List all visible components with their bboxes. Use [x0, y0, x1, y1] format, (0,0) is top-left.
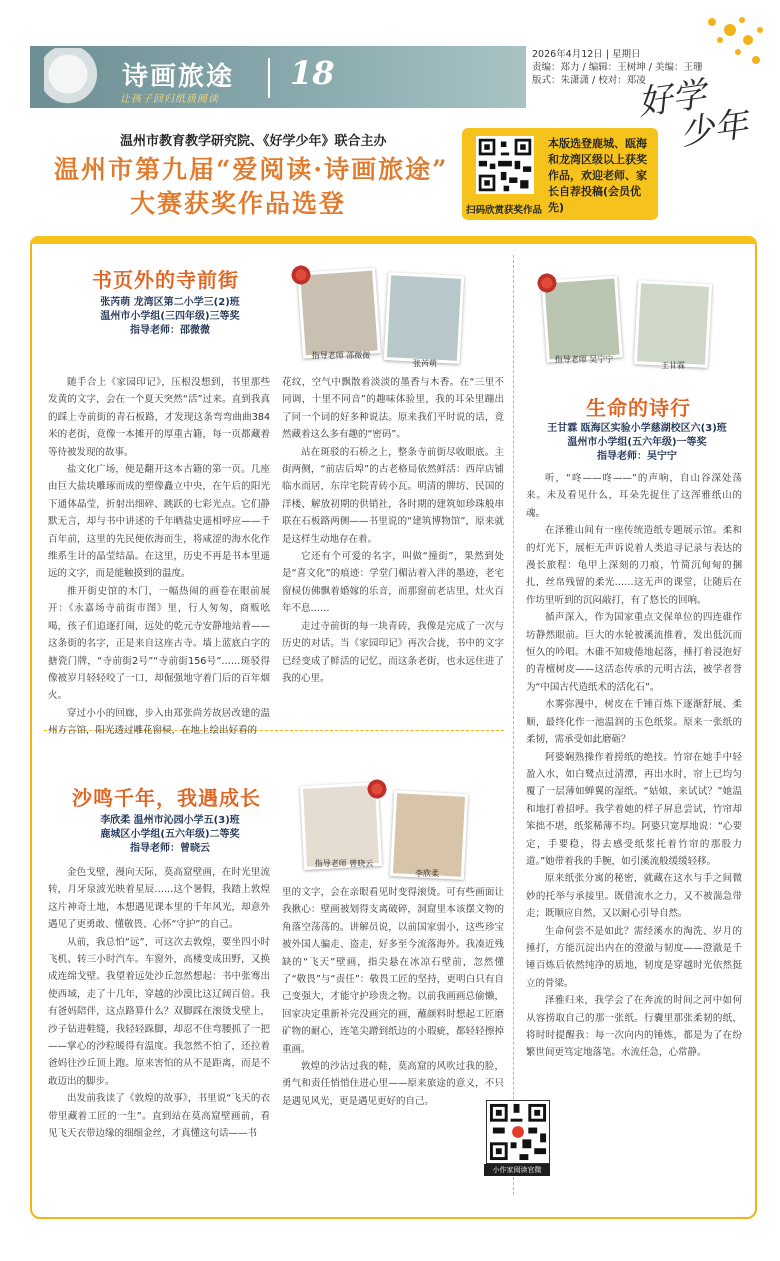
qr-code-icon[interactable] — [476, 136, 534, 194]
article2-paragraph: 里的文字，会在亲眼看见时变得滚烫。可有些画面让我揪心：壁画被划得支离破碎，洞窟里本该摆文物的角落空荡荡的。讲解员说，以前国家弱小，这些珍宝被外国人骗走、盗走，好多至今流落海外。我凑近残缺的“飞天”壁画，指尖悬在冰凉石壁前，忽然懂了“敬畏”与“责任”：敬畏工匠的坚持，更明白只有自己变强大，才能守护珍贵之物。以前我画画总偷懒，回家决定重新补完没画完的画，蘸颜料时想起工匠磨矿物的耐心，连笔尖蹭到纸边的小瑕疵，都轻轻擦掉重画。 — [282, 887, 504, 1055]
flower-icon — [290, 264, 312, 286]
article1-paragraph: 站在斑驳的石桥之上，整条寺前街尽收眼底。主街两侧，“前店后埠”的古老格局依然鲜活：西岸店铺临水而居，东岸宅院青砖小瓦。明清的牌坊、民国的洋楼、解放初期的供销社，各时期的建筑如珍珠般串联在石板路两侧——书里说的“建筑博物馆”，原来就是这样生动地存在着。 — [282, 446, 504, 545]
article1-paragraph: 推开街史馆的木门，一幅热闹的画卷在眼前展开：《永嘉场寺前街市图》里，行人匆匆，商贩吆喝，孩子们追逐打闹，远处的乾元寺安静地站着——这条街的名字，正是来自这座古寺。墙上蓝底白字的搪瓷门牌，“寺前街2号”“寺前街156号”……斑驳得像被岁月轻轻咬了一口，却倔强地守着门后的百年烟火。 — [48, 585, 270, 702]
brand-logo-2: 少年 — [677, 104, 751, 154]
article3-teacher: 指导老师：吴宁宁 — [597, 451, 677, 462]
qr-caption: 扫码欣赏获奖作品 — [466, 205, 543, 216]
brand-logo: 好学 — [635, 74, 709, 124]
article2-student-photo — [390, 790, 468, 880]
article1-paragraph: 穿过小小的回廊，步入由郑张尚芳故居改建的温州方言馆，阳光透过雕花窗棂，在地上绘出好看的 — [48, 707, 270, 737]
article2-paragraph: 出发前我读了《敦煌的故事》，书里说“飞天的衣带里藏着工匠的一生”。直到站在莫高窟壁画前，看见飞天衣带边缘的细细金丝，才真懂这句话——书 — [48, 1093, 270, 1140]
article3-paragraph: 阿婆娴熟操作着捞纸的绝技。竹帘在她手中轻盈入水，如白鹭点过清潭，再出水时，帘上已均匀覆了一层薄如蝉翼的湿纸。“姑娘，来试试？”她温和地打着招呼。我学着她的样子屏息尝试，竹帘却笨拙不堪，纸浆稀薄不均。阿婆只宽厚地说：“心要定，手要稳，得去感受纸浆托着竹帘的那股力道。”她带着我的手腕，如引溪流般缓缓轻移。 — [526, 751, 742, 867]
article1-paragraph: 它还有个可爱的名字，叫做“撞街”，果然到处是“喜文化”的痕迹：学堂门楣沾着入泮的墨迹，老宅窗棂仿佛飘着婚嫁的乐音，而那窗前老店里，灶火百年不息…… — [282, 551, 504, 615]
article1-author-line1: 张芮萌 龙湾区第二小学三(2)班 — [100, 297, 240, 308]
article3-paragraph: 生命何尝不是如此？需经溪水的淘洗、岁月的捶打，方能沉淀出内在的澄澈与韧度——澄澈是千锤百炼后依然纯净的质地，韧度是穿越时光依然挺立的骨梁。 — [526, 925, 742, 989]
article3-author — [524, 422, 750, 464]
article1-teacher: 指导老师：邵微微 — [130, 325, 210, 336]
article3-author-line1: 王甘霖 瓯海区实验小学慈湖校区六(3)班 — [547, 423, 727, 434]
frame-top-bar — [30, 236, 757, 244]
article2-title: 沙鸣千年，我遇成长 — [72, 786, 261, 810]
flower-icon — [536, 272, 558, 294]
article3-teacher-caption: 指导老师 吴宁宁 — [554, 355, 614, 364]
article1-student-photo — [384, 272, 465, 364]
article3-paragraph: 水雾弥漫中，树皮在千锤百炼下逐渐舒展、柔顺，最终化作一池温润的玉色纸浆。原来一张纸的柔韧，需承受如此磨砺？ — [526, 699, 742, 746]
article1-paragraph: 随手合上《家园印记》，压根没想到，书里那些发黄的文字，会在一个夏天突然“活”过来。直到我真的踩上寺前街的青石板路，才发现这条弯弯曲曲384米的老街，竟像一本摊开的厚重古籍，每一页都藏着等待被发现的故事。 — [48, 377, 270, 458]
article3-paragraph: 泽雅归来，我学会了在奔流的时间之河中如何从容捞取自己的那一张纸。行囊里那张柔韧的纸，将时时提醒我：每一次向内的锤炼，都是为了在纷繁世间更笃定地落笔。水流任急，心常静。 — [526, 995, 742, 1059]
column-separator — [513, 255, 515, 1195]
article3-title: 生命的诗行 — [586, 396, 691, 420]
article3-student-caption: 王甘霖 — [661, 361, 685, 370]
article2-student-caption: 李欣柔 — [415, 869, 439, 878]
article3-paragraph: 听，“咚——咚——”的声响，自山谷深处荡来。未及看见什么，耳朵先捉住了这浑雅纸山的魂。 — [526, 473, 742, 519]
article2-paragraph: 从前，我总怕“远”，可这次去敦煌，要坐四小时飞机、转三小时汽车。车窗外，高楼变成田野，又换成连绵戈壁。我望着远处沙丘忽然想起：书中张骞出使西域，走了十几年，穿越的沙漠比这辽阔百倍。我有爸妈陪伴，这点路算什么？双脚踩在滚烫戈壁上，沙子钻进鞋缝，我轻轻跺脚，却忍不住弯腰抓了一把——掌心的沙粒暖得有温度。我忽然不怕了，还拉着爸妈往沙丘顶上跑。原来害怕的从不是距离，而是不敢迈出的脚步。 — [48, 936, 270, 1087]
qr-big-caption: 小作家阅读官微 — [484, 1164, 550, 1176]
article1-title: 书页外的寺前街 — [92, 268, 239, 292]
article3-paragraph: 原来纸张分寓的秘密，就藏在这水与手之间微妙的托举与承接里。既借流水之力，又不被湍急带走；既顺应自然，又以耐心引导自然。 — [526, 873, 742, 920]
article3-student-photo — [634, 280, 712, 368]
article3-author-line2: 温州市小学组(五六年级)一等奖 — [567, 437, 707, 448]
flower-icon — [366, 778, 388, 800]
article2-author-line2: 鹿城区小学组(五六年级)二等奖 — [100, 829, 240, 840]
article1-paragraph: 盐文化广场，便是翻开这本古籍的第一页。几座由巨大盐块雕琢而成的塑像矗立中央，在午后的阳光下通体晶莹，折射出细碎、跳跃的七彩光点。它们静默无言，却与书中讲述的千年晒盐史遥相呼应——千百年前，这里的先民便依海而生，将咸涩的海水化作维系生计的晶莹结晶。在这里，历史不再是书本里遥远的文字，而是能触摸到的温度。 — [48, 464, 270, 580]
article1-column1 — [48, 374, 270, 740]
chalk-illustration — [44, 48, 104, 106]
date-line: 2026年4月12日 | 星期日 — [532, 49, 641, 60]
proof-line: 版式：朱潇潇 / 校对：郑凌 — [532, 75, 646, 86]
article2-author — [60, 814, 280, 856]
article1-column2 — [282, 374, 504, 687]
section-title: 诗画旅途 — [122, 62, 235, 92]
section-subtitle: 让孩子回归纸质阅读 — [120, 94, 219, 105]
notice-text: 本版选登鹿城、瓯海和龙湾区级以上获奖作品，欢迎老师、家长自荐投稿(会员优先) — [548, 137, 647, 214]
article3-paragraph: 在泽雅山间有一座传统造纸专题展示馆。柔和的灯光下，展柜无声诉说着人类追寻记录与表达的漫长旅程：龟甲上深刻的刀痕，竹简沉甸甸的捆扎，丝帛残留的柔光……这无声的课堂，让随后在作坊里听到的沉闷敲打，有了悠长的回响。 — [526, 525, 742, 606]
article2-paragraph: 金色戈壁，漫向天际，莫高窟壁画，在时光里流转，月牙泉波光映着星辰……这个暑假，我踏上敦煌这片神奇土地，本想遇见课本里的千年风光，却意外遇见了更勇敢、懂敬畏、心怀“守护”的自己。 — [48, 867, 270, 931]
page-number: 18 — [290, 54, 335, 92]
article2-column1 — [48, 864, 270, 1143]
editor-line: 责编：郑力 / 编辑：王树坤 / 美编：王珊 — [532, 62, 703, 73]
main-title-line1: 温州市第九届“爱阅读·诗画旅途” — [54, 155, 449, 184]
article3-paragraph: 循声深入，作为国家重点文保单位的四连碓作坊静然眼前。巨大的水轮被溪流推着，发出低沉而恒久的吟唱。木碓不知疲倦地起落，捶打着浸泡好的青檀树皮——这活态传承的元明古法，被学者誉为“中国古代造纸术的活化石”。 — [526, 612, 742, 693]
article2-teacher-caption: 指导老师 曾晓云 — [314, 859, 374, 868]
article1-teacher-caption: 指导老师 邵微微 — [311, 351, 371, 360]
article2-teacher: 指导老师：曾晓云 — [130, 843, 210, 854]
article2-column2 — [282, 884, 504, 1110]
header-band — [30, 46, 526, 108]
article1-student-caption: 张芮萌 — [413, 359, 437, 368]
article2-author-line1: 李欣柔 温州市沁园小学五(3)班 — [100, 815, 240, 826]
article2-paragraph: 敦煌的沙沾过我的鞋，莫高窟的风吹过我的脸，勇气和责任悄悄住进心里——原来旅途的意义，不只是遇见风光，更是遇见更好的自己。 — [282, 1061, 504, 1107]
article1-author-line2: 温州市小学组(三四年级)三等奖 — [100, 311, 240, 322]
article1-author — [60, 296, 280, 338]
article3-body — [526, 470, 742, 1062]
article1-paragraph: 走过寺前街的每一块青砖，我像是完成了一次与历史的对话。当《家园印记》再次合拢，书中的文字已经变成了鲜活的记忆，而这条老街，也永远住进了我的心里。 — [282, 620, 504, 684]
main-title-line2: 大赛获奖作品选登 — [130, 189, 347, 218]
host-line: 温州市教育教学研究院、《好学少年》联合主办 — [120, 134, 387, 149]
article1-paragraph: 花纹，空气中飘散着淡淡的墨香与木香。在“三里不同调，十里不同音”的趣味体验里，我的耳朵里蹦出了同一个词的好多种说法。原来我们平时说的话，竟然藏着这么多有趣的“密码”。 — [282, 377, 504, 441]
header-divider — [268, 58, 270, 98]
qr-code-icon[interactable] — [486, 1100, 550, 1164]
